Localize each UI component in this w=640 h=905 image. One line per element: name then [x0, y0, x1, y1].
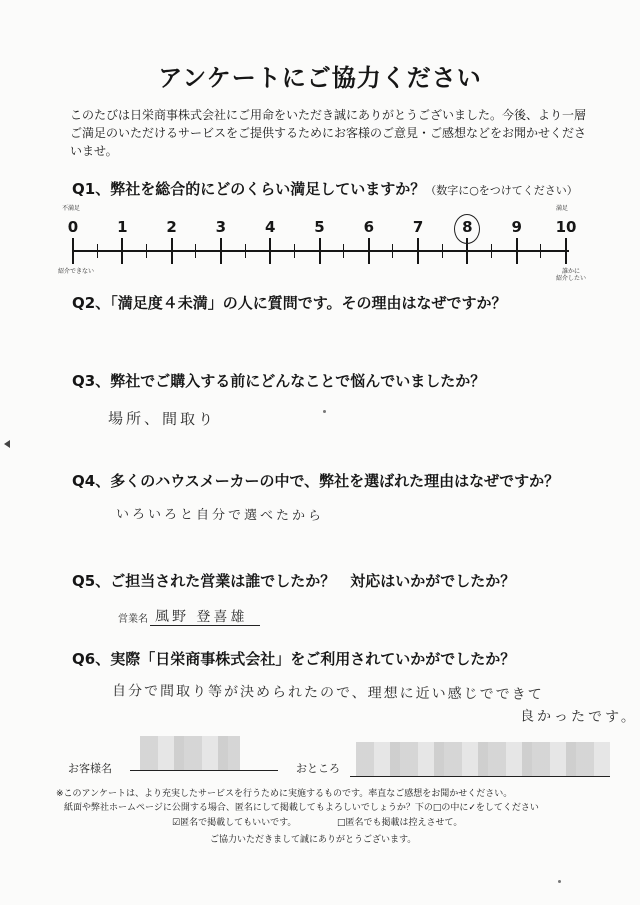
footer-note-1: ※このアンケートは、より充実したサービスを行うために実施するものです。率直なご感想をお聞かせください。 [56, 789, 513, 799]
page-title: アンケートにご協力ください [158, 64, 482, 92]
question-6-text: Q6、実際「日栄商事株式会社」をご利用されていかがでしたか？ [72, 650, 516, 668]
staff-name: 風野 登喜雄 [154, 608, 248, 626]
scale-minor-tick [245, 244, 246, 258]
scale-number-7[interactable]: 7 [412, 218, 424, 236]
address-label: おところ [296, 762, 340, 775]
anonymous-ok-option[interactable]: ☑匿名で掲載してもいいです。 [172, 818, 297, 828]
scale-number-6[interactable]: 6 [363, 218, 375, 236]
scale-minor-tick [195, 244, 196, 258]
scale-label-satisfied: 満足 [556, 205, 569, 212]
thanks-text: ご協力いただきまして誠にありがとうございます。 [210, 835, 417, 845]
scale-label-not-recommend: 紹介できない [58, 268, 95, 275]
anonymous-decline-option[interactable]: □匿名でも掲載は控えさせて。 [337, 818, 463, 828]
scale-minor-tick [392, 244, 393, 258]
scale-number-4[interactable]: 4 [264, 218, 276, 236]
question-4-text: Q4、多くのハウスメーカーの中で、弊社を選ばれた理由はなぜですか？ [72, 472, 560, 490]
scale-label-recommend [556, 268, 586, 282]
customer-name-underline [130, 770, 278, 771]
staff-underline [150, 625, 260, 626]
stray-mark [323, 410, 326, 413]
scale-number-3[interactable]: 3 [215, 218, 227, 236]
scale-number-5[interactable]: 5 [314, 218, 325, 236]
question-1-note: （数字に○をつけてください） [425, 184, 578, 197]
scale-tick [516, 238, 518, 264]
question-2-text: Q2、「満足度４未満」の人に質問です。その理由はなぜですか？ [72, 294, 507, 312]
selected-score-circle [454, 214, 480, 244]
scale-minor-tick [146, 244, 147, 258]
question-6-answer-line-2: 良かったです。 [519, 708, 638, 726]
scale-minor-tick [442, 244, 443, 258]
scale-tick [319, 238, 321, 264]
scale-label-recommend-2: 紹介したい [556, 275, 587, 282]
customer-name-label: お客様名 [68, 762, 112, 775]
scale-tick [269, 238, 271, 264]
scale-number-1[interactable]: 1 [117, 218, 128, 236]
question-1-text: Q1、弊社を総合的にどのくらい満足していますか？ [72, 180, 426, 198]
footer-note-2: 紙面や弊社ホームページに公開する場合、匿名にして掲載してもよろしいでしょうか？下の□の中に✓をしてください [64, 803, 539, 813]
scale-minor-tick [343, 244, 344, 258]
scale-tick [368, 238, 370, 264]
question-1 [72, 178, 578, 199]
scale-tick [565, 238, 567, 264]
question-5-text: Q5、ご担当された営業は誰でしたか？ 対応はいかがでしたか？ [72, 572, 516, 590]
scale-tick [121, 238, 123, 264]
scale-minor-tick [294, 244, 295, 258]
scale-label-recommend-1: 誰かに [562, 268, 581, 275]
intro-text: このたびは日栄商事株式会社にご用命をいただき誠にありがとうございました。今後、より一層ご満足のいただけるサービスをご提供するためにお客様のご意見・ご感想などをお聞かせくださいませ。 [70, 108, 587, 158]
scale-number-8[interactable]: 8 [462, 218, 473, 236]
question-6-answer-line-1: 自分で間取り等が決められたので、理想に近い感じでできて [111, 683, 544, 703]
scale-number-0[interactable]: 0 [67, 218, 79, 236]
scale-label-unsatisfied: 不満足 [62, 205, 81, 212]
customer-name-redacted [140, 736, 240, 770]
scale-minor-tick [491, 244, 492, 258]
scale-tick [220, 238, 222, 264]
staff-label: 営業名 [118, 614, 148, 625]
address-redacted [356, 742, 610, 776]
question-4-answer: いろいろと自分で選べたから [115, 507, 325, 524]
scale-number-10[interactable]: 10 [555, 218, 577, 236]
address-underline [350, 776, 610, 777]
scale-line [73, 250, 569, 252]
scan-speck [558, 880, 561, 883]
scale-minor-tick [540, 244, 541, 258]
scale-number-2[interactable]: 2 [166, 218, 177, 236]
scale-tick [171, 238, 173, 264]
scale-minor-tick [97, 244, 98, 258]
scale-number-9[interactable]: 9 [511, 218, 522, 236]
left-arrow-icon [4, 440, 10, 448]
scale-tick [417, 238, 419, 264]
question-3-answer: 場所、間取り [107, 409, 217, 429]
scale-tick [72, 238, 74, 264]
question-3-text: Q3、弊社でご購入する前にどんなことで悩んでいましたか？ [72, 372, 486, 390]
